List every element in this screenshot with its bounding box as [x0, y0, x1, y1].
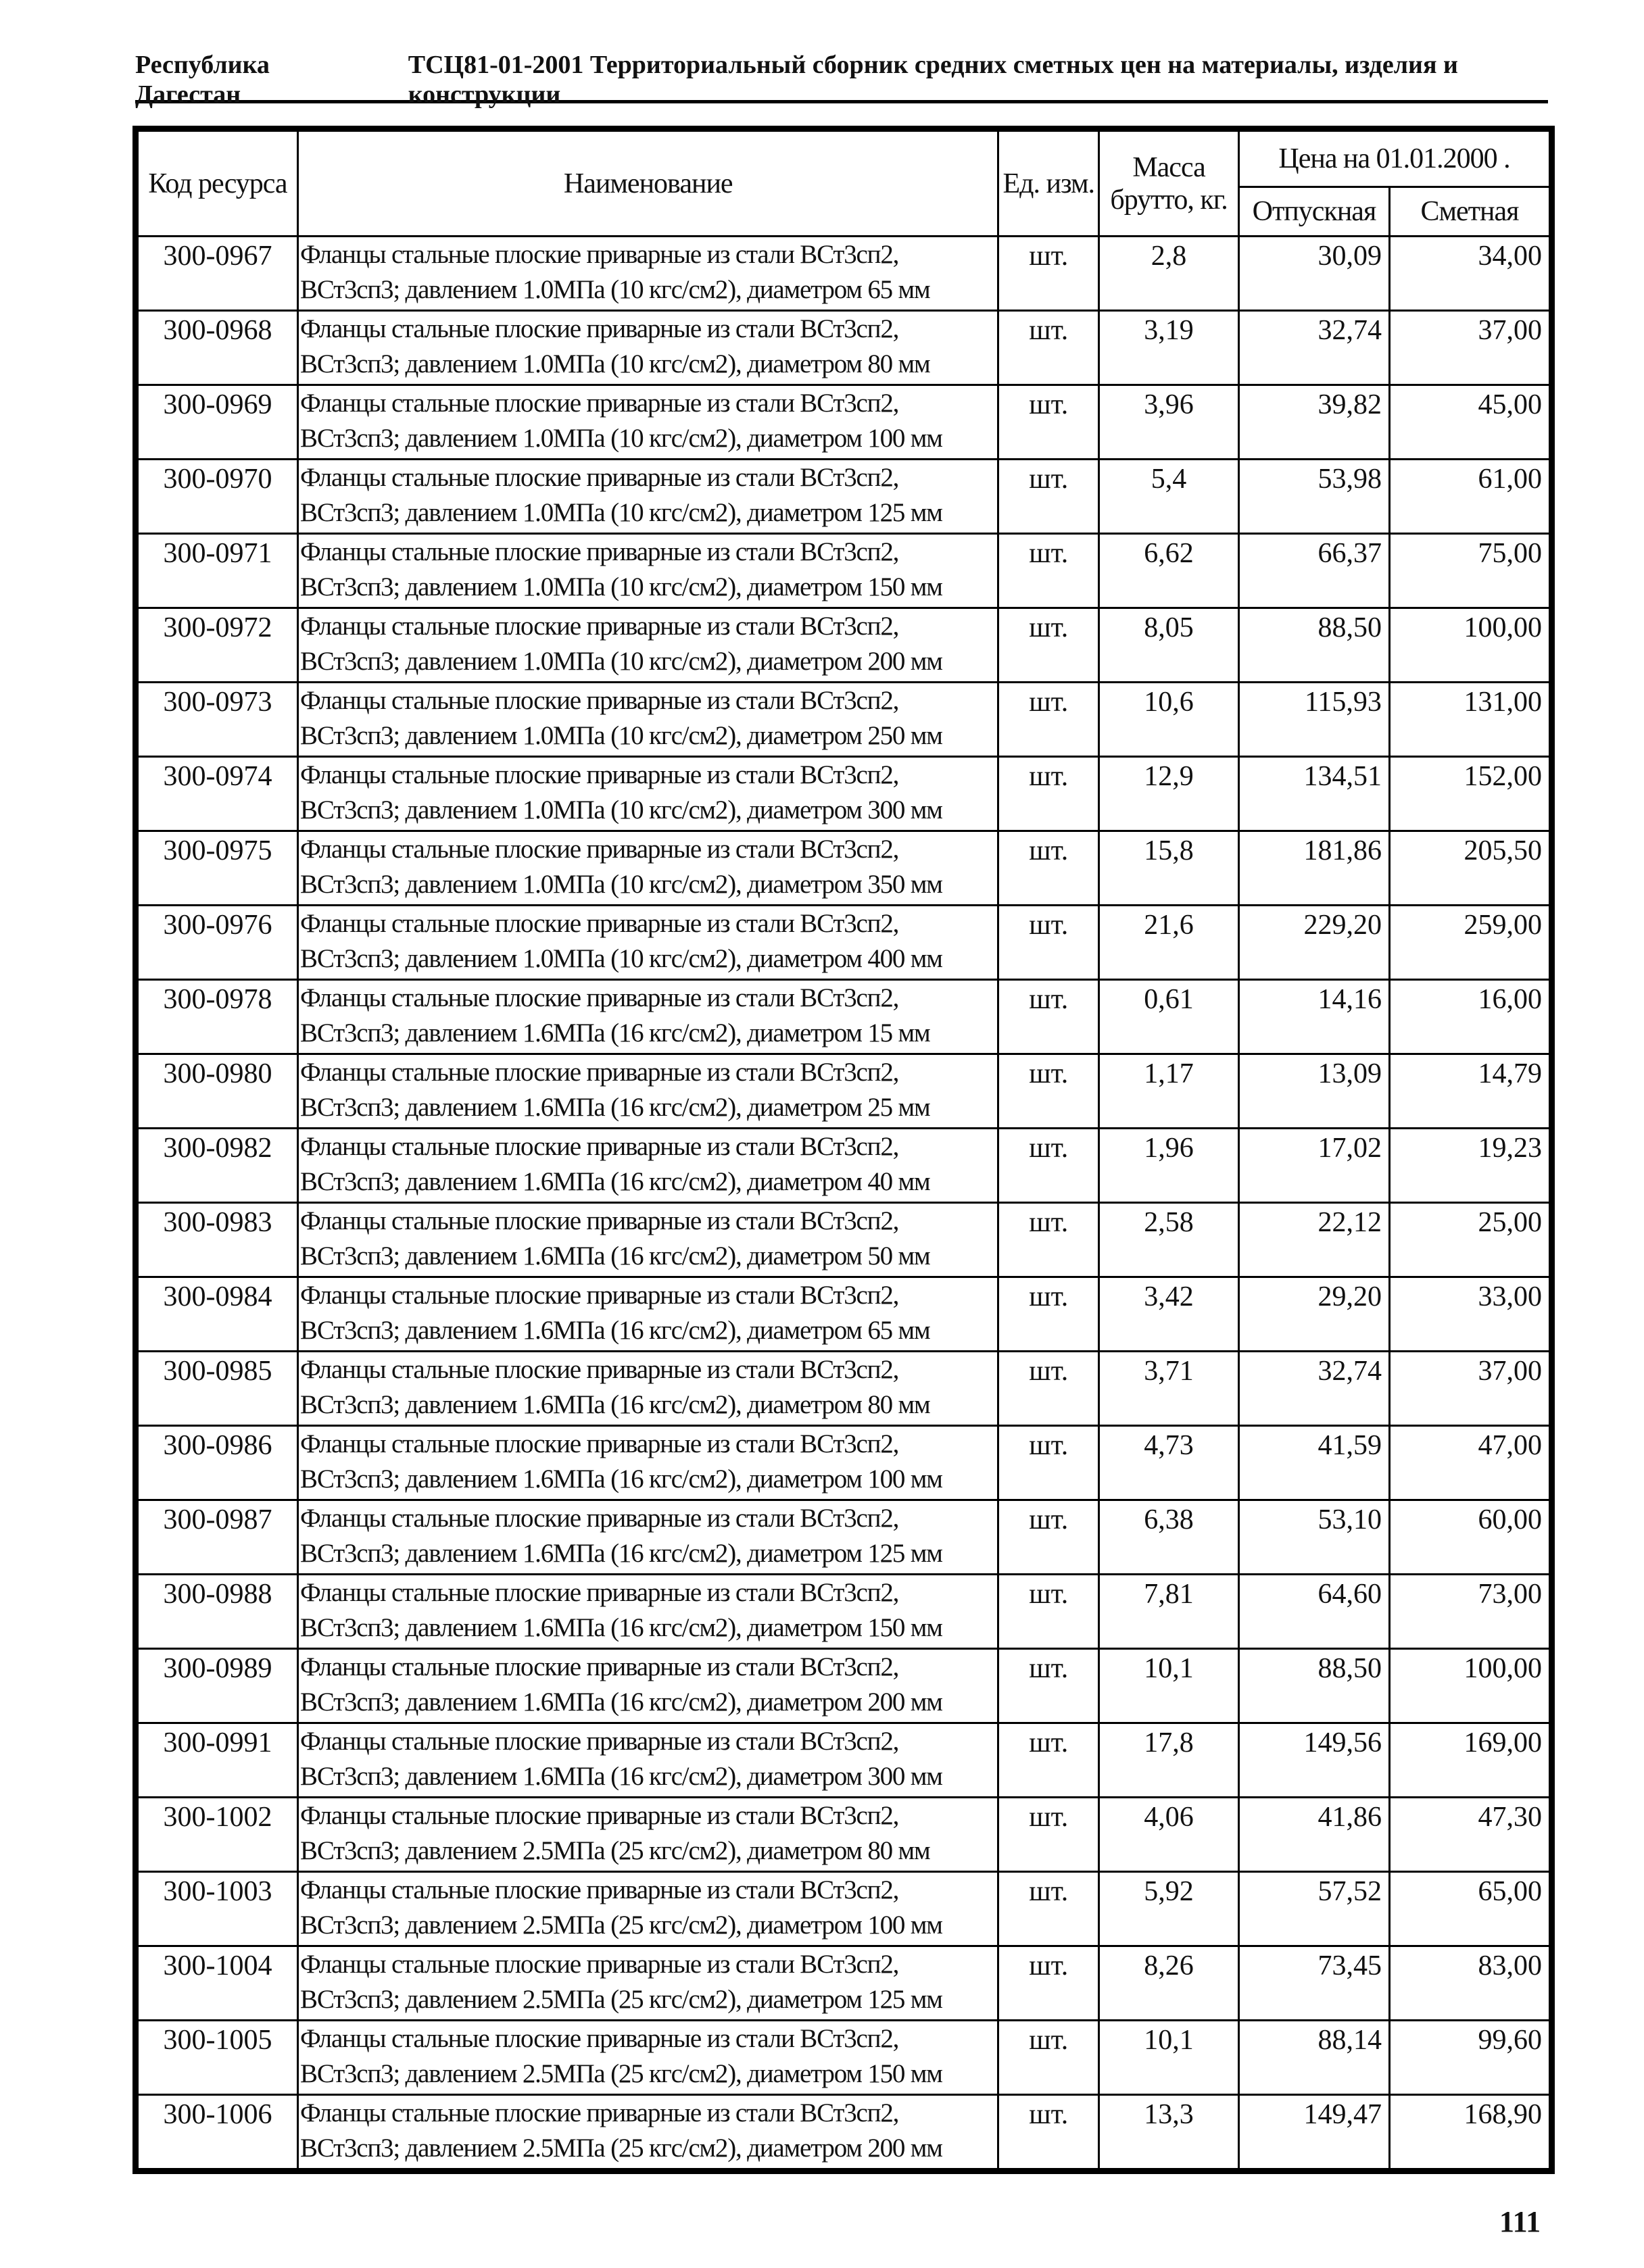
table-row: [138, 1798, 1550, 1872]
resource-code-cell: 300-1003: [138, 1872, 298, 1946]
name-line-2: ВСт3сп3; давлением 1.6МПа (16 кгс/см2), диаметром 125 мм: [300, 1539, 942, 1568]
name-line-2: ВСт3сп3; давлением 1.0МПа (10 кгс/см2), диаметром 80 мм: [300, 349, 930, 378]
estimate-price-cell: 60,00: [1389, 1500, 1549, 1575]
release-price-cell: 22,12: [1238, 1203, 1389, 1277]
table-row: [138, 980, 1550, 1054]
estimate-price-cell: 45,00: [1389, 385, 1549, 460]
name-line-2: ВСт3сп3; давлением 1.6МПа (16 кгс/см2), диаметром 150 мм: [300, 1613, 942, 1642]
release-price-cell: 13,09: [1238, 1054, 1389, 1129]
name-cell: [298, 311, 998, 385]
header-region: Республика Дагестан: [135, 51, 270, 109]
resource-code-cell: 300-0969: [138, 385, 298, 460]
page-number: 111: [1499, 2205, 1541, 2238]
resource-code-cell: 300-0978: [138, 980, 298, 1054]
unit-cell: шт.: [998, 1277, 1099, 1352]
table-row: [138, 1054, 1550, 1129]
release-price-cell: 32,74: [1238, 311, 1389, 385]
estimate-price-cell: 37,00: [1389, 311, 1549, 385]
table-row: [138, 1203, 1550, 1277]
release-price-cell: 53,10: [1238, 1500, 1389, 1575]
resource-code-cell: 300-0970: [138, 460, 298, 534]
name-cell: [298, 534, 998, 608]
estimate-price-cell: 100,00: [1389, 608, 1549, 683]
table-body: [138, 237, 1550, 2169]
resource-code-cell: 300-0973: [138, 683, 298, 757]
col-header-estimate-price: Сметная: [1389, 187, 1549, 237]
estimate-price-cell: 131,00: [1389, 683, 1549, 757]
name-line-1: Фланцы стальные плоские приварные из стали ВСт3сп2,: [300, 1281, 899, 1310]
estimate-price-cell: 47,00: [1389, 1426, 1549, 1500]
table-row: [138, 1277, 1550, 1352]
unit-cell: шт.: [998, 831, 1099, 906]
name-line-2: ВСт3сп3; давлением 1.0МПа (10 кгс/см2), диаметром 100 мм: [300, 424, 942, 453]
name-cell: [298, 1426, 998, 1500]
name-cell: [298, 237, 998, 311]
name-cell: [298, 1129, 998, 1203]
table-row: [138, 1872, 1550, 1946]
table-row: [138, 757, 1550, 831]
name-cell: [298, 757, 998, 831]
name-line-2: ВСт3сп3; давлением 1.0МПа (10 кгс/см2), диаметром 300 мм: [300, 795, 942, 824]
table-row: [138, 1500, 1550, 1575]
resource-code-cell: 300-0971: [138, 534, 298, 608]
name-line-2: ВСт3сп3; давлением 2.5МПа (25 кгс/см2), диаметром 80 мм: [300, 1836, 930, 1865]
mass-cell: 10,6: [1099, 683, 1239, 757]
resource-code-cell: 300-0976: [138, 906, 298, 980]
name-line-1: Фланцы стальные плоские приварные из стали ВСт3сп2,: [300, 760, 899, 789]
table-row: [138, 534, 1550, 608]
name-line-1: Фланцы стальные плоские приварные из стали ВСт3сп2,: [300, 1058, 899, 1087]
table-row: [138, 683, 1550, 757]
name-cell: [298, 1798, 998, 1872]
name-line-1: Фланцы стальные плоские приварные из стали ВСт3сп2,: [300, 686, 899, 715]
estimate-price-cell: 19,23: [1389, 1129, 1549, 1203]
resource-code-cell: 300-0985: [138, 1352, 298, 1426]
name-line-2: ВСт3сп3; давлением 1.6МПа (16 кгс/см2), диаметром 100 мм: [300, 1464, 942, 1494]
resource-code-cell: 300-0983: [138, 1203, 298, 1277]
page-header: [135, 51, 1548, 109]
estimate-price-cell: 33,00: [1389, 1277, 1549, 1352]
name-line-2: ВСт3сп3; давлением 1.6МПа (16 кгс/см2), диаметром 25 мм: [300, 1093, 930, 1122]
unit-cell: шт.: [998, 534, 1099, 608]
estimate-price-cell: 100,00: [1389, 1649, 1549, 1723]
col-header-mass: Масса брутто, кг.: [1099, 131, 1239, 237]
table-row: [138, 2021, 1550, 2095]
name-cell: [298, 608, 998, 683]
name-line-2: ВСт3сп3; давлением 1.6МПа (16 кгс/см2), диаметром 200 мм: [300, 1687, 942, 1717]
estimate-price-cell: 14,79: [1389, 1054, 1549, 1129]
release-price-cell: 30,09: [1238, 237, 1389, 311]
table-row: [138, 1946, 1550, 2021]
estimate-price-cell: 47,30: [1389, 1798, 1549, 1872]
release-price-cell: 88,50: [1238, 1649, 1389, 1723]
resource-code-cell: 300-1005: [138, 2021, 298, 2095]
name-line-1: Фланцы стальные плоские приварные из стали ВСт3сп2,: [300, 909, 899, 938]
table-row: [138, 460, 1550, 534]
release-price-cell: 57,52: [1238, 1872, 1389, 1946]
release-price-cell: 17,02: [1238, 1129, 1389, 1203]
col-header-price-group: Цена на 01.01.2000 .: [1238, 131, 1549, 187]
unit-cell: шт.: [998, 1649, 1099, 1723]
name-cell: [298, 683, 998, 757]
name-line-2: ВСт3сп3; давлением 2.5МПа (25 кгс/см2), диаметром 200 мм: [300, 2134, 942, 2163]
col-header-code: Код ресурса: [138, 131, 298, 237]
name-line-2: ВСт3сп3; давлением 1.6МПа (16 кгс/см2), диаметром 65 мм: [300, 1316, 930, 1345]
table-row: [138, 1575, 1550, 1649]
release-price-cell: 88,14: [1238, 2021, 1389, 2095]
mass-cell: 2,58: [1099, 1203, 1239, 1277]
col-header-unit: Ед. изм.: [998, 131, 1099, 237]
name-line-1: Фланцы стальные плоские приварные из стали ВСт3сп2,: [300, 537, 899, 566]
name-line-2: ВСт3сп3; давлением 2.5МПа (25 кгс/см2), диаметром 100 мм: [300, 1910, 942, 1940]
unit-cell: шт.: [998, 385, 1099, 460]
resource-code-cell: 300-1006: [138, 2095, 298, 2169]
name-line-1: Фланцы стальные плоские приварные из стали ВСт3сп2,: [300, 612, 899, 641]
name-cell: [298, 2021, 998, 2095]
price-table: [137, 130, 1551, 2170]
mass-cell: 5,92: [1099, 1872, 1239, 1946]
release-price-cell: 32,74: [1238, 1352, 1389, 1426]
name-cell: [298, 2095, 998, 2169]
release-price-cell: 149,56: [1238, 1723, 1389, 1798]
name-line-1: Фланцы стальные плоские приварные из стали ВСт3сп2,: [300, 1504, 899, 1533]
name-cell: [298, 1649, 998, 1723]
estimate-price-cell: 152,00: [1389, 757, 1549, 831]
name-line-1: Фланцы стальные плоские приварные из стали ВСт3сп2,: [300, 1875, 899, 1904]
resource-code-cell: 300-0988: [138, 1575, 298, 1649]
mass-cell: 8,05: [1099, 608, 1239, 683]
resource-code-cell: 300-0967: [138, 237, 298, 311]
release-price-cell: 64,60: [1238, 1575, 1389, 1649]
unit-cell: шт.: [998, 980, 1099, 1054]
release-price-cell: 134,51: [1238, 757, 1389, 831]
resource-code-cell: 300-0980: [138, 1054, 298, 1129]
unit-cell: шт.: [998, 906, 1099, 980]
price-table-container: [132, 126, 1555, 2174]
name-line-2: ВСт3сп3; давлением 1.0МПа (10 кгс/см2), диаметром 125 мм: [300, 498, 942, 527]
unit-cell: шт.: [998, 1798, 1099, 1872]
name-line-1: Фланцы стальные плоские приварные из стали ВСт3сп2,: [300, 389, 899, 418]
name-line-2: ВСт3сп3; давлением 1.6МПа (16 кгс/см2), диаметром 50 мм: [300, 1241, 930, 1271]
unit-cell: шт.: [998, 2021, 1099, 2095]
name-line-2: ВСт3сп3; давлением 2.5МПа (25 кгс/см2), диаметром 125 мм: [300, 1985, 942, 2014]
estimate-price-cell: 168,90: [1389, 2095, 1549, 2169]
resource-code-cell: 300-0984: [138, 1277, 298, 1352]
name-line-1: Фланцы стальные плоские приварные из стали ВСт3сп2,: [300, 835, 899, 864]
estimate-price-cell: 259,00: [1389, 906, 1549, 980]
mass-cell: 12,9: [1099, 757, 1239, 831]
mass-cell: 3,96: [1099, 385, 1239, 460]
mass-cell: 7,81: [1099, 1575, 1239, 1649]
release-price-cell: 41,86: [1238, 1798, 1389, 1872]
unit-cell: шт.: [998, 2095, 1099, 2169]
table-row: [138, 237, 1550, 311]
table-row: [138, 385, 1550, 460]
mass-cell: 4,73: [1099, 1426, 1239, 1500]
table-row: [138, 1129, 1550, 1203]
mass-cell: 10,1: [1099, 2021, 1239, 2095]
mass-cell: 1,96: [1099, 1129, 1239, 1203]
name-cell: [298, 906, 998, 980]
name-line-1: Фланцы стальные плоские приварные из стали ВСт3сп2,: [300, 1429, 899, 1458]
name-cell: [298, 1946, 998, 2021]
table-row: [138, 1426, 1550, 1500]
unit-cell: шт.: [998, 237, 1099, 311]
name-line-1: Фланцы стальные плоские приварные из стали ВСт3сп2,: [300, 1132, 899, 1161]
name-cell: [298, 1872, 998, 1946]
resource-code-cell: 300-0974: [138, 757, 298, 831]
estimate-price-cell: 25,00: [1389, 1203, 1549, 1277]
estimate-price-cell: 99,60: [1389, 2021, 1549, 2095]
estimate-price-cell: 169,00: [1389, 1723, 1549, 1798]
table-row: [138, 311, 1550, 385]
release-price-cell: 66,37: [1238, 534, 1389, 608]
unit-cell: шт.: [998, 608, 1099, 683]
mass-cell: 15,8: [1099, 831, 1239, 906]
name-cell: [298, 980, 998, 1054]
name-line-1: Фланцы стальные плоские приварные из стали ВСт3сп2,: [300, 2098, 899, 2127]
name-cell: [298, 1575, 998, 1649]
mass-cell: 1,17: [1099, 1054, 1239, 1129]
name-line-2: ВСт3сп3; давлением 1.0МПа (10 кгс/см2), диаметром 65 мм: [300, 275, 930, 304]
name-cell: [298, 460, 998, 534]
mass-cell: 6,38: [1099, 1500, 1239, 1575]
name-line-2: ВСт3сп3; давлением 1.0МПа (10 кгс/см2), диаметром 250 мм: [300, 721, 942, 750]
name-line-1: Фланцы стальные плоские приварные из стали ВСт3сп2,: [300, 240, 899, 269]
name-line-2: ВСт3сп3; давлением 1.0МПа (10 кгс/см2), диаметром 350 мм: [300, 870, 942, 899]
mass-cell: 3,42: [1099, 1277, 1239, 1352]
table-row: [138, 2095, 1550, 2169]
unit-cell: шт.: [998, 1426, 1099, 1500]
name-line-1: Фланцы стальные плоские приварные из стали ВСт3сп2,: [300, 314, 899, 343]
header-title: ТСЦ81-01-2001 Территориальный сборник средних сметных цен на материалы, изделия и конструкции: [408, 51, 1458, 109]
resource-code-cell: 300-0989: [138, 1649, 298, 1723]
estimate-price-cell: 34,00: [1389, 237, 1549, 311]
mass-cell: 3,19: [1099, 311, 1239, 385]
mass-cell: 8,26: [1099, 1946, 1239, 2021]
resource-code-cell: 300-1002: [138, 1798, 298, 1872]
release-price-cell: 41,59: [1238, 1426, 1389, 1500]
col-header-name: Наименование: [298, 131, 998, 237]
estimate-price-cell: 16,00: [1389, 980, 1549, 1054]
release-price-cell: 149,47: [1238, 2095, 1389, 2169]
name-line-1: Фланцы стальные плоские приварные из стали ВСт3сп2,: [300, 1950, 899, 1979]
name-line-2: ВСт3сп3; давлением 1.6МПа (16 кгс/см2), диаметром 15 мм: [300, 1018, 930, 1047]
unit-cell: шт.: [998, 1946, 1099, 2021]
resource-code-cell: 300-1004: [138, 1946, 298, 2021]
name-cell: [298, 1277, 998, 1352]
resource-code-cell: 300-0982: [138, 1129, 298, 1203]
unit-cell: шт.: [998, 1872, 1099, 1946]
name-line-2: ВСт3сп3; давлением 1.0МПа (10 кгс/см2), диаметром 400 мм: [300, 944, 942, 973]
release-price-cell: 115,93: [1238, 683, 1389, 757]
name-line-2: ВСт3сп3; давлением 2.5МПа (25 кгс/см2), диаметром 150 мм: [300, 2059, 942, 2088]
release-price-cell: 73,45: [1238, 1946, 1389, 2021]
name-line-2: ВСт3сп3; давлением 1.0МПа (10 кгс/см2), диаметром 150 мм: [300, 572, 942, 601]
unit-cell: шт.: [998, 757, 1099, 831]
resource-code-cell: 300-0987: [138, 1500, 298, 1575]
table-header: [138, 131, 1550, 237]
name-line-2: ВСт3сп3; давлением 1.6МПа (16 кгс/см2), диаметром 40 мм: [300, 1167, 930, 1196]
release-price-cell: 39,82: [1238, 385, 1389, 460]
estimate-price-cell: 83,00: [1389, 1946, 1549, 2021]
unit-cell: шт.: [998, 1723, 1099, 1798]
name-line-2: ВСт3сп3; давлением 1.6МПа (16 кгс/см2), диаметром 300 мм: [300, 1762, 942, 1791]
name-cell: [298, 1723, 998, 1798]
name-cell: [298, 1203, 998, 1277]
unit-cell: шт.: [998, 683, 1099, 757]
mass-cell: 21,6: [1099, 906, 1239, 980]
resource-code-cell: 300-0975: [138, 831, 298, 906]
release-price-cell: 29,20: [1238, 1277, 1389, 1352]
unit-cell: шт.: [998, 1203, 1099, 1277]
unit-cell: шт.: [998, 1054, 1099, 1129]
table-row: [138, 831, 1550, 906]
resource-code-cell: 300-0986: [138, 1426, 298, 1500]
name-cell: [298, 385, 998, 460]
table-row: [138, 1352, 1550, 1426]
estimate-price-cell: 205,50: [1389, 831, 1549, 906]
estimate-price-cell: 65,00: [1389, 1872, 1549, 1946]
mass-cell: 10,1: [1099, 1649, 1239, 1723]
name-line-1: Фланцы стальные плоские приварные из стали ВСт3сп2,: [300, 983, 899, 1012]
name-line-1: Фланцы стальные плоские приварные из стали ВСт3сп2,: [300, 1578, 899, 1607]
mass-cell: 3,71: [1099, 1352, 1239, 1426]
mass-cell: 6,62: [1099, 534, 1239, 608]
name-cell: [298, 831, 998, 906]
name-cell: [298, 1500, 998, 1575]
col-header-release-price: Отпускная: [1238, 187, 1389, 237]
estimate-price-cell: 75,00: [1389, 534, 1549, 608]
release-price-cell: 53,98: [1238, 460, 1389, 534]
unit-cell: шт.: [998, 1575, 1099, 1649]
release-price-cell: 14,16: [1238, 980, 1389, 1054]
name-line-1: Фланцы стальные плоские приварные из стали ВСт3сп2,: [300, 1206, 899, 1235]
table-row: [138, 1723, 1550, 1798]
name-line-1: Фланцы стальные плоские приварные из стали ВСт3сп2,: [300, 1801, 899, 1830]
estimate-price-cell: 37,00: [1389, 1352, 1549, 1426]
name-cell: [298, 1352, 998, 1426]
unit-cell: шт.: [998, 1352, 1099, 1426]
unit-cell: шт.: [998, 311, 1099, 385]
release-price-cell: 181,86: [1238, 831, 1389, 906]
name-line-1: Фланцы стальные плоские приварные из стали ВСт3сп2,: [300, 1355, 899, 1384]
mass-cell: 5,4: [1099, 460, 1239, 534]
resource-code-cell: 300-0968: [138, 311, 298, 385]
mass-cell: 17,8: [1099, 1723, 1239, 1798]
unit-cell: шт.: [998, 1129, 1099, 1203]
name-line-1: Фланцы стальные плоские приварные из стали ВСт3сп2,: [300, 1727, 899, 1756]
unit-cell: шт.: [998, 460, 1099, 534]
name-cell: [298, 1054, 998, 1129]
resource-code-cell: 300-0972: [138, 608, 298, 683]
name-line-1: Фланцы стальные плоские приварные из стали ВСт3сп2,: [300, 463, 899, 492]
name-line-1: Фланцы стальные плоские приварные из стали ВСт3сп2,: [300, 1652, 899, 1681]
mass-cell: 4,06: [1099, 1798, 1239, 1872]
name-line-2: ВСт3сп3; давлением 1.6МПа (16 кгс/см2), диаметром 80 мм: [300, 1390, 930, 1419]
mass-cell: 0,61: [1099, 980, 1239, 1054]
table-row: [138, 608, 1550, 683]
estimate-price-cell: 73,00: [1389, 1575, 1549, 1649]
name-line-2: ВСт3сп3; давлением 1.0МПа (10 кгс/см2), диаметром 200 мм: [300, 647, 942, 676]
name-line-1: Фланцы стальные плоские приварные из стали ВСт3сп2,: [300, 2024, 899, 2053]
resource-code-cell: 300-0991: [138, 1723, 298, 1798]
release-price-cell: 229,20: [1238, 906, 1389, 980]
unit-cell: шт.: [998, 1500, 1099, 1575]
table-row: [138, 1649, 1550, 1723]
mass-cell: 13,3: [1099, 2095, 1239, 2169]
release-price-cell: 88,50: [1238, 608, 1389, 683]
estimate-price-cell: 61,00: [1389, 460, 1549, 534]
mass-cell: 2,8: [1099, 237, 1239, 311]
table-row: [138, 906, 1550, 980]
